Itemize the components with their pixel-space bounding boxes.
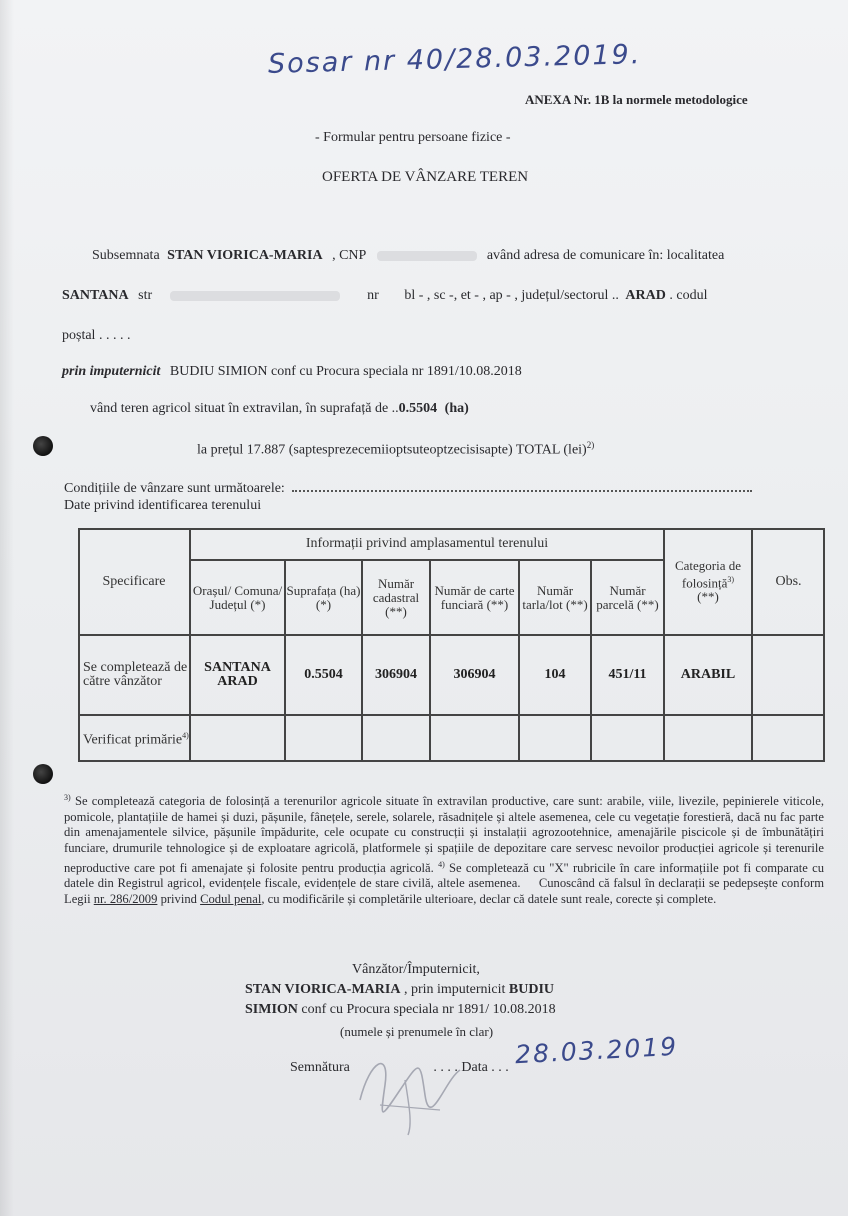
row-seller-tarla: 104 (519, 635, 591, 715)
header-group-location: Informații privind amplasamentul terenului (190, 528, 664, 560)
row-seller-carte: 306904 (430, 635, 519, 715)
conditions-dots (292, 484, 752, 492)
price-footnote-ref: 2) (586, 440, 595, 450)
land-data-label: Date privind identificarea terenului (64, 498, 262, 513)
row-seller-cadastral: 306904 (362, 635, 430, 715)
row-seller-categoria: ARABIL (664, 635, 752, 715)
signature-label: Semnătura (290, 1060, 350, 1075)
header-cadastral: Număr cadastral (**) (362, 560, 430, 635)
punch-hole-top (33, 436, 53, 456)
header-categoria-ref: 3) (727, 574, 735, 584)
str-label: str (138, 288, 153, 303)
punch-hole-bottom (33, 764, 53, 784)
header-categoria-tail: (**) (697, 589, 719, 605)
nr-label: nr (367, 288, 379, 303)
address-label: având adresa de comunicare în: localitatea (486, 248, 725, 263)
conditions-label: Condițiile de vânzare sunt următoarele: (64, 481, 285, 496)
row-seller-county: ARAD (217, 674, 258, 689)
identity-line (92, 248, 724, 264)
footnote-3-text: Se completează categoria de folosință a terenurilor agricole situate în extravilan productive, care sunt: arabile, viile, livezile, pepinierele viticole, pomicole, plantațiile de hamei și duzi, pășunile, fânețele, serele, solarele, răsadnițele și altele asemenea, cele cu vegetație forestieră, dacă nu fac parte din amenajamentele silvice, pășunile împădurite, cele ocupate cu construcții și instalații agrozootehnice, amenajările piscicole și de îmbunătățiri funciare, drumurile tehnologice și de exploatare agricolă, platformele și spațiile de depozitare care servesc nevoilor producției agricole și terenurile neproductive care pot fi amenajate și folosite pentru producția agricolă. (64, 794, 824, 875)
signature-procura: conf cu Procura speciala nr 1891/ 10.08.2018 (301, 1002, 556, 1017)
law-link[interactable]: nr. 286/2009 (93, 891, 158, 906)
header-categoria-label: Categoria de folosință (674, 557, 742, 591)
row-seller-oras (190, 635, 285, 715)
sale-text: vând teren agricol situat în extravilan, în suprafață de .. (90, 401, 399, 416)
header-parcela: Număr parcelă (**) (591, 560, 664, 635)
row-verified-label: Verificat primărie (83, 732, 183, 748)
seller-role: Vânzător/Împuternicit, (352, 962, 480, 977)
row-verified-oras (190, 715, 285, 762)
land-table (78, 528, 825, 762)
declaration-text: Cunoscând că falsul în declarații se pedepsește conform (538, 876, 824, 891)
header-obs: Obs. (752, 528, 825, 635)
cnp-label: , CNP (332, 248, 366, 263)
row-verified-tarla (519, 715, 591, 762)
sale-area-unit: (ha) (444, 401, 469, 416)
row-verified-suprafata (285, 715, 362, 762)
header-suprafata: Suprafața (ha) (*) (285, 560, 362, 635)
proxy-label: prin imputernicit (62, 364, 161, 379)
locality: SANTANA (62, 288, 129, 303)
row-verified-spec (78, 715, 190, 762)
row-seller-parcela: 451/11 (591, 635, 664, 715)
row-seller-obs (752, 635, 825, 715)
signature-procura-line (245, 1002, 556, 1018)
row-verified-parcela (591, 715, 664, 762)
footnote-3-marker: 3) (64, 793, 71, 802)
price-line (197, 440, 594, 459)
postal-code-line: poștal . . . . . (62, 328, 131, 343)
signature-proxy-name-2: SIMION (245, 1002, 298, 1017)
row-verified-ref: 4) (182, 731, 189, 741)
handwritten-registration-note: Sosar nr 40/28.03.2019. (267, 39, 642, 80)
document-title: OFERTA DE VÂNZARE TEREN (322, 169, 529, 185)
county: ARAD (625, 288, 666, 303)
footnote-4-marker: 4) (438, 859, 445, 869)
handwritten-date: 28.03.2019 (514, 1031, 679, 1070)
header-categoria (664, 528, 752, 635)
header-oras: Orașul/ Comuna/ Județul (*) (190, 560, 285, 635)
footnote-4-text: Se completează cu "X" rubricile în care informațiile pot fi comparate cu datele din Registrul agricol, evidențele fiscale, evidențele de stare civilă, altele asemenea. (64, 860, 824, 891)
sale-area: 0.5504 (398, 401, 438, 416)
row-verified-obs (752, 715, 825, 762)
address-line (62, 288, 707, 304)
conditions-line (64, 481, 752, 497)
declaration-end: , cu modificările și completările ulterioare, declar că datele sunt reale, corecte și complete. (261, 891, 717, 906)
header-carte-funciara: Număr de carte funciară (**) (430, 560, 519, 635)
annex-label: ANEXA Nr. 1B la normele metodologice (525, 92, 748, 107)
paper-shadow (0, 0, 14, 1216)
redacted-cnp (377, 251, 477, 261)
signature-seller-name: STAN VIORICA-MARIA (245, 982, 401, 997)
law-mid: privind (160, 891, 197, 906)
signature-proxy-text: , prin imputernicit (403, 982, 506, 997)
row-seller-spec: Se completează de către vânzător (78, 635, 190, 715)
row-verified-carte (430, 715, 519, 762)
price-text: la prețul 17.887 (saptesprezecemiioptsuteoptzecisisapte) TOTAL (lei) (197, 442, 587, 458)
signature-proxy-name-1: BUDIU (508, 982, 555, 997)
subsemnata-label: Subsemnata (92, 248, 160, 263)
row-verified-cadastral (362, 715, 430, 762)
form-type: - Formular pentru persoane fizice - (315, 130, 511, 145)
clear-name-note: (numele și prenumele în clar) (340, 1024, 494, 1039)
row-verified-categoria (664, 715, 752, 762)
address-rest: bl - , sc -, et - , ap - , județul/sectorul .. (404, 288, 619, 303)
codul-label: . codul (669, 288, 708, 303)
handwritten-signature (350, 1040, 470, 1140)
penal-code-link[interactable]: Codul penal (200, 891, 262, 906)
proxy-line (62, 364, 522, 380)
law-prefix: Legii (64, 891, 91, 906)
footnotes (64, 790, 824, 908)
sale-area-line (90, 401, 469, 417)
date-label: . . . . Data . . . (433, 1060, 509, 1075)
header-tarla: Număr tarla/lot (**) (519, 560, 591, 635)
seller-name: STAN VIORICA-MARIA (167, 248, 323, 263)
redacted-street (170, 291, 340, 301)
proxy-text: BUDIU SIMION conf cu Procura speciala nr 1891/10.08.2018 (169, 364, 522, 379)
signature-name-line (245, 982, 554, 998)
row-seller-locality: SANTANA (204, 660, 271, 675)
header-specificare: Specificare (78, 528, 190, 635)
row-seller-suprafata: 0.5504 (285, 635, 362, 715)
